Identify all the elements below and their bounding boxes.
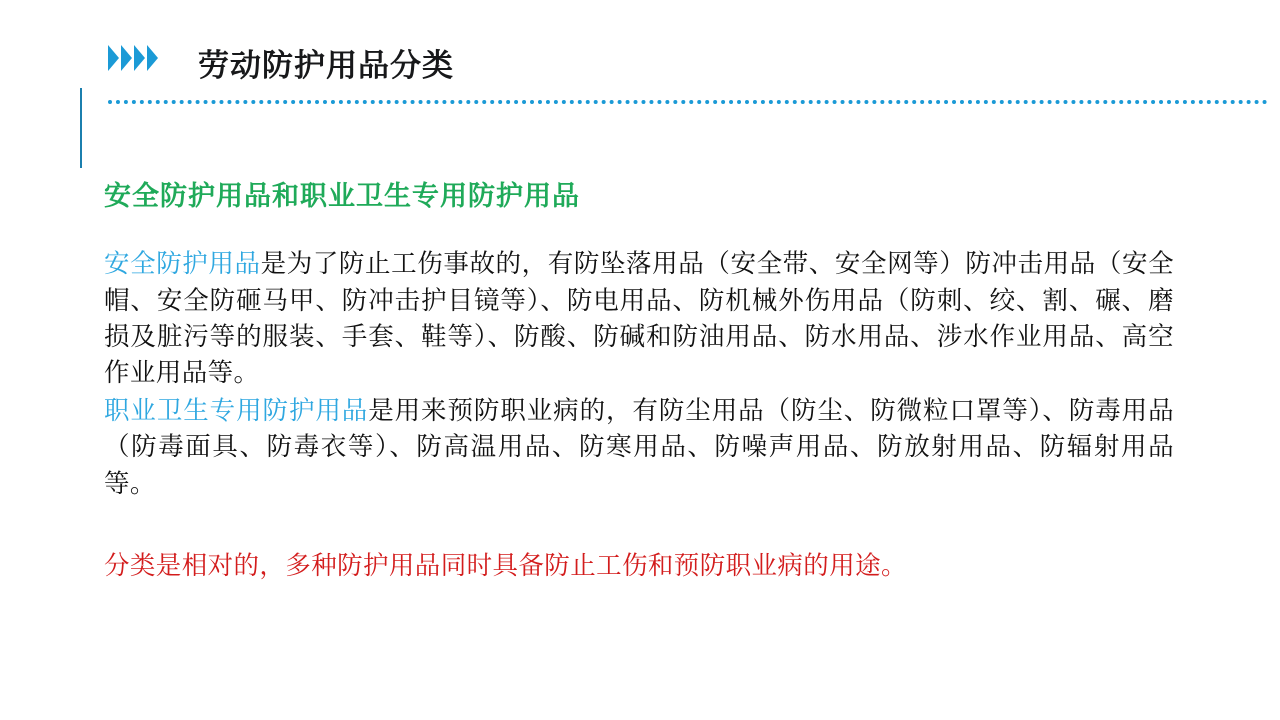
paragraph-occupational-health-equipment-text: 是用来预防职业病的，有防尘用品（防尘、防微粒口罩等）、防毒用品（防毒面具、防毒衣等）、防高温用品、防寒用品、防噪声用品、防放射用品、防辐射用品等。: [104, 396, 1174, 498]
chevron-2: [121, 45, 132, 71]
chevrons-right-icon: [108, 45, 160, 71]
chevron-4: [147, 45, 158, 71]
term-safety-equipment: 安全防护用品: [104, 249, 261, 279]
page-title: 劳动防护用品分类: [198, 48, 454, 84]
chevron-1: [108, 45, 119, 71]
paragraph-occupational-health-equipment: [104, 393, 1174, 502]
left-accent-bar: [80, 88, 82, 168]
closing-note: 分类是相对的，多种防护用品同时具备防止工伤和预防职业病的用途。: [104, 550, 907, 580]
paragraph-safety-equipment: [104, 246, 1174, 391]
chevron-3: [134, 45, 145, 71]
dotted-divider: [108, 100, 1268, 104]
section-subheading: 安全防护用品和职业卫生专用防护用品: [104, 181, 580, 211]
paragraph-safety-equipment-text: 是为了防止工伤事故的，有防坠落用品（安全带、安全网等）防冲击用品（安全帽、安全防砸马甲、防冲击护目镜等）、防电用品、防机械外伤用品（防刺、绞、割、碾、磨损及脏污等的服装、手套、鞋等）、防酸、防碱和防油用品、防水用品、涉水作业用品、高空作业用品等。: [104, 249, 1174, 387]
slide-body: [104, 180, 1174, 610]
slide-header: [0, 0, 1280, 160]
term-occupational-health-equipment: 职业卫生专用防护用品: [104, 396, 369, 426]
